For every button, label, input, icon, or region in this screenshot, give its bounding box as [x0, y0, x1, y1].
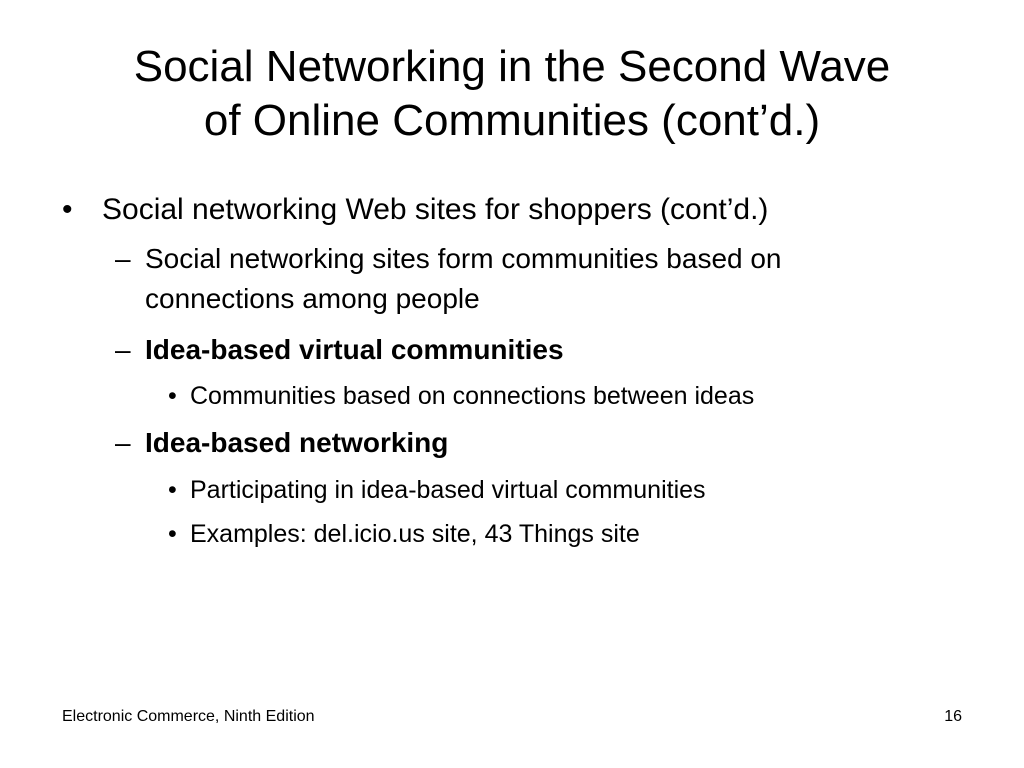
bullet-level3-examples [168, 519, 968, 549]
bullet-dot-icon: • [168, 382, 177, 410]
bullet-level2-idea-virtual [115, 330, 965, 370]
bullet-text: Idea-based networking [145, 427, 449, 458]
dash-icon: – [115, 427, 131, 458]
bullet-text: Idea-based virtual communities [145, 334, 564, 365]
bullet-dot-icon: • [62, 193, 73, 226]
page-number: 16 [944, 708, 962, 725]
dash-icon: – [115, 334, 131, 365]
bullet-dot-icon: • [168, 520, 177, 548]
bullet-text: Social networking Web sites for shoppers (cont’d.) [102, 193, 769, 226]
dash-icon: – [115, 243, 131, 274]
title-line-1: Social Networking in the Second Wave [133, 42, 891, 91]
slide-title [40, 40, 984, 148]
bullet-text: Examples: del.icio.us site, 43 Things site [190, 520, 640, 548]
bullet-level2-social-sites [115, 239, 965, 319]
bullet-dot-icon: • [168, 476, 177, 504]
bullet-level2-idea-networking [115, 423, 965, 463]
bullet-level1-shoppers [62, 192, 962, 228]
bullet-text-line1: Social networking sites form communities based on [145, 243, 782, 274]
bullet-text: Participating in idea-based virtual communities [190, 476, 706, 504]
bullet-level3-participating [168, 475, 968, 505]
bullet-text-line2: connections among people [145, 283, 480, 314]
footer-book-title: Electronic Commerce, Ninth Edition [62, 708, 315, 725]
bullet-text: Communities based on connections between ideas [190, 382, 755, 410]
title-line-2: of Online Communities (cont’d.) [203, 96, 821, 145]
bullet-level3-connections-ideas [168, 381, 968, 411]
